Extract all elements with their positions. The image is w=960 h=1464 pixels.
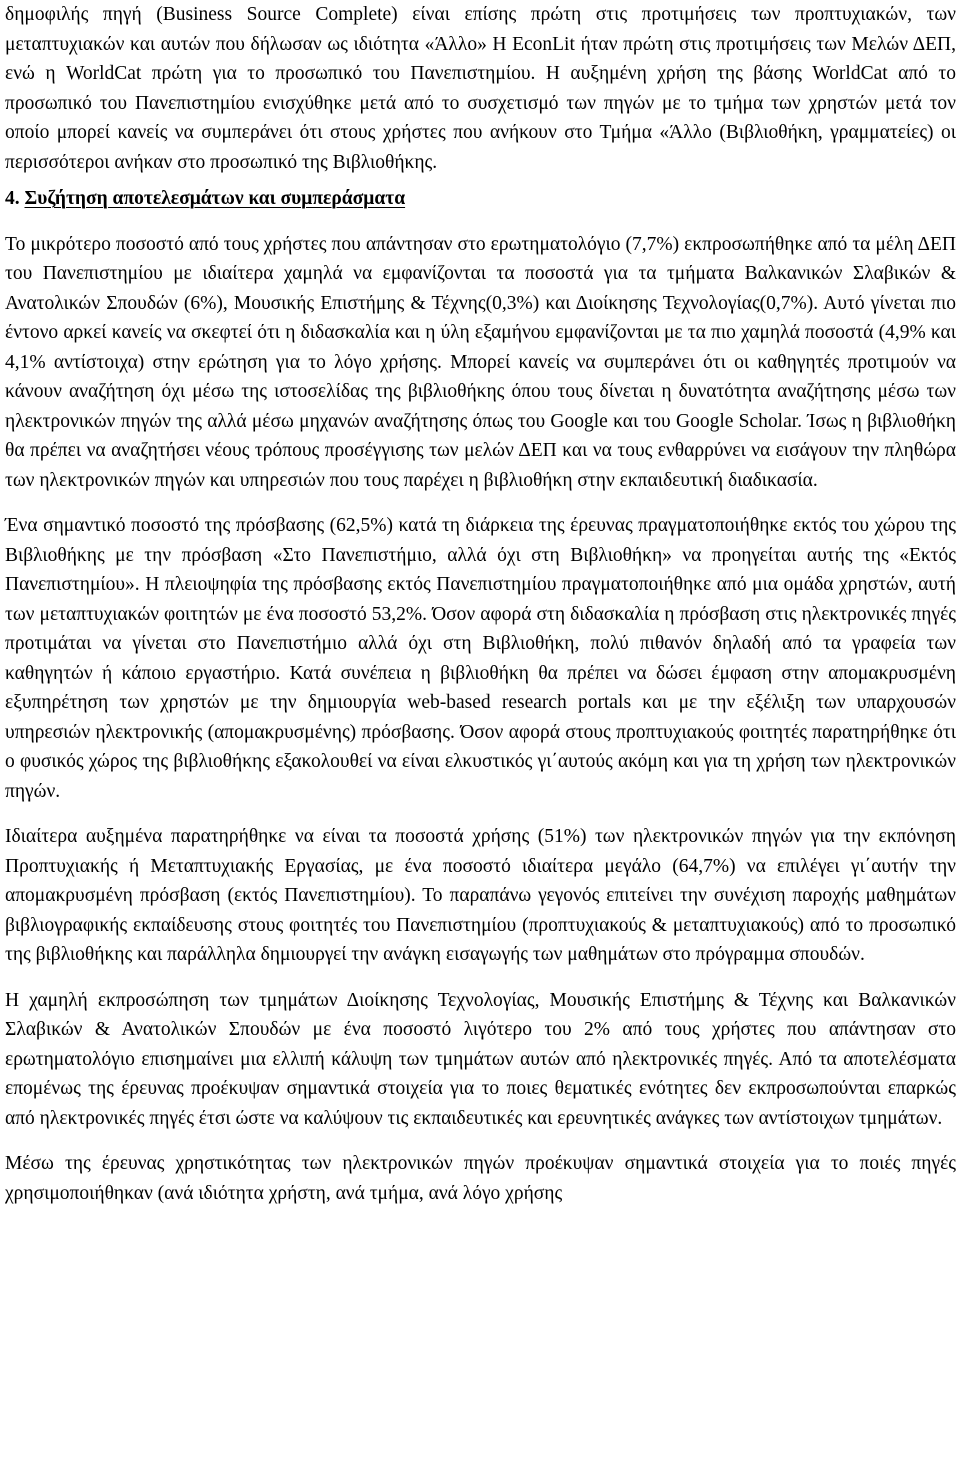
paragraph-access-location: Ένα σημαντικό ποσοστό της πρόσβασης (62,5%) κατά τη διάρκεια της έρευνας πραγματοποιήθηκε εκτός του χώρου της Βιβλιοθήκης με την πρόσβαση «Στο Πανεπιστήμιο, αλλά όχι στη Βιβλιοθήκη» να προηγείται αυτής της «Εκτός Πανεπιστημίου». Η πλειοψηφία της πρόσβασης εκτός Πανεπιστημίου πραγματοποιήθηκε από μια ομάδα χρηστών, αυτή των μεταπτυχιακών φοιτητών με ένα ποσοστό 53,2%. Όσον αφορά στη διδασκαλία η πρόσβαση στις ηλεκτρονικές πηγές προτιμάται να γίνεται στο Πανεπιστήμιο αλλά όχι στη Βιβλιοθήκη, πολύ πιθανόν δηλαδή από τα γραφεία των καθηγητών ή κάποιο εργαστήριο. Κατά συνέπεια η βιβλιοθήκη θα πρέπει να δώσει έμφαση στην απομακρυσμένη εξυπηρέτηση των χρηστών με την δημιουργία web-based research portals και με την εξέλιξη των υπαρχουσών υπηρεσιών ηλεκτρονικής (απομακρυσμένης) πρόσβασης. Όσον αφορά στους προπτυχιακούς φοιτητές παρατηρήθηκε ότι ο φυσικός χώρος της βιβλιοθήκης εξακολουθεί να είναι ελκυστικός γι΄αυτούς ακόμη και για τη χρήση των ηλεκτρονικών πηγών.: [5, 515, 956, 802]
paragraph-usage-assignments: Ιδιαίτερα αυξημένα παρατηρήθηκε να είναι τα ποσοστά χρήσης (51%) των ηλεκτρονικών πηγών για την εκπόνηση Προπτυχιακής ή Μεταπτυχιακής Εργασίας, με ένα ποσοστό ιδιαίτερα μεγάλο (64,7%) να επιλέγει γι΄αυτήν την απομακρυσμένη πρόσβαση (εκτός Πανεπιστημίου). Το παραπάνω γεγονός επιτείνει την συνέχιση παροχής μαθημάτων βιβλιογραφικής εκπαίδευσης στους φοιτητές του Πανεπιστημίου (προπτυχιακούς & μεταπτυχιακούς) από το προσωπικό της βιβλιοθήκης και παράλληλα δημιουργεί την ανάγκη εισαγωγής των μαθημάτων στο πρόγραμμα σπουδών.: [5, 826, 956, 965]
section-heading: [5, 184, 956, 214]
section-title: Συζήτηση αποτελεσμάτων και συμπεράσματα: [24, 188, 406, 209]
paragraph-usability-research: Μέσω της έρευνας χρηστικότητας των ηλεκτρονικών πηγών προέκυψαν σημαντικά στοιχεία για το ποιές πηγές χρησιμοποιήθηκαν (ανά ιδιότητα χρήστη, ανά τμήμα, ανά λόγο χρήσης: [5, 1153, 956, 1204]
paragraph-continued: δημοφιλής πηγή (Business Source Complete) είναι επίσης πρώτη στις προτιμήσεις των προπτυχιακών, των μεταπτυχιακών και αυτών που δήλωσαν ως ιδιότητα «Άλλο» Η EconLit ήταν πρώτη στις προτιμήσεις των Μελών ΔΕΠ, ενώ η WorldCat πρώτη για το προσωπικό του Πανεπιστημίου. Η αυξημένη χρήση της βάσης WorldCat από το προσωπικό του Πανεπιστημίου ενισχύθηκε μετά από το συσχετισμό των πηγών με το τμήμα των χρηστών μετά τον οποίο μπορεί κανείς να συμπεράνει ότι στους χρήστες που ανήκουν στο Τμήμα «Άλλο (Βιβλιοθήκη, γραμματείες) οι περισσότεροι ανήκαν στο προσωπικό της Βιβλιοθήκης.: [5, 4, 956, 173]
paragraph-discussion-faculty: Το μικρότερο ποσοστό από τους χρήστες που απάντησαν στο ερωτηματολόγιο (7,7%) εκπροσωπήθηκε από τα μέλη ΔΕΠ του Πανεπιστημίου με ιδιαίτερα χαμηλά να εμφανίζονται τα ποσοστά για τα τμήματα Βαλκανικών Σλαβικών & Ανατολικών Σπουδών (6%), Μουσικής Επιστήμης & Τέχνης(0,3%) και Διοίκησης Τεχνολογίας(0,7%). Αυτό γίνεται πιο έντονο αρκεί κανείς να σκεφτεί ότι η διδασκαλία και η ύλη εξαμήνου εμφανίζονται με τα πιο χαμηλά ποσοστά (4,9% και 4,1% αντίστοιχα) στην ερώτηση για το λόγο χρήσης. Μπορεί κανείς να συμπεράνει ότι οι καθηγητές προτιμούν να κάνουν αναζήτηση όχι μέσω της ιστοσελίδας της βιβλιοθήκης όπου τους δίνεται η δυνατότητα αναζήτησης μέσω των ηλεκτρονικών πηγών της αλλά μέσω μηχανών αναζήτησης όπως του Google και του Google Scholar. Ίσως η βιβλιοθήκη θα πρέπει να αναζητήσει νέους τρόπους προσέγγισης των μελών ΔΕΠ και να τους ενθαρρύνει να εισάγουν την πληθώρα των ηλεκτρονικών πηγών και υπηρεσιών που τους παρέχει η βιβλιοθήκη στην εκπαιδευτική διαδικασία.: [5, 233, 956, 491]
section-number: 4.: [5, 188, 20, 209]
paragraph-low-representation: Η χαμηλή εκπροσώπηση των τμημάτων Διοίκησης Τεχνολογίας, Μουσικής Επιστήμης & Τέχνης και Βαλκανικών Σλαβικών & Ανατολικών Σπουδών με ένα ποσοστό λιγότερο του 2% από τους χρήστες που απάντησαν στο ερωτηματολόγιο επισημαίνει μια ελλιπή κάλυψη των τμημάτων αυτών από ηλεκτρονικές πηγές. Από τα αποτελέσματα επομένως της έρευνας προέκυψαν σημαντικά στοιχεία για το ποιες θεματικές ενότητες δεν εκπροσωπούνται επαρκώς από ηλεκτρονικές πηγές έτσι ώστε να καλύψουν τις εκπαιδευτικές και ερευνητικές ανάγκες των αντίστοιχων τμημάτων.: [5, 989, 956, 1129]
